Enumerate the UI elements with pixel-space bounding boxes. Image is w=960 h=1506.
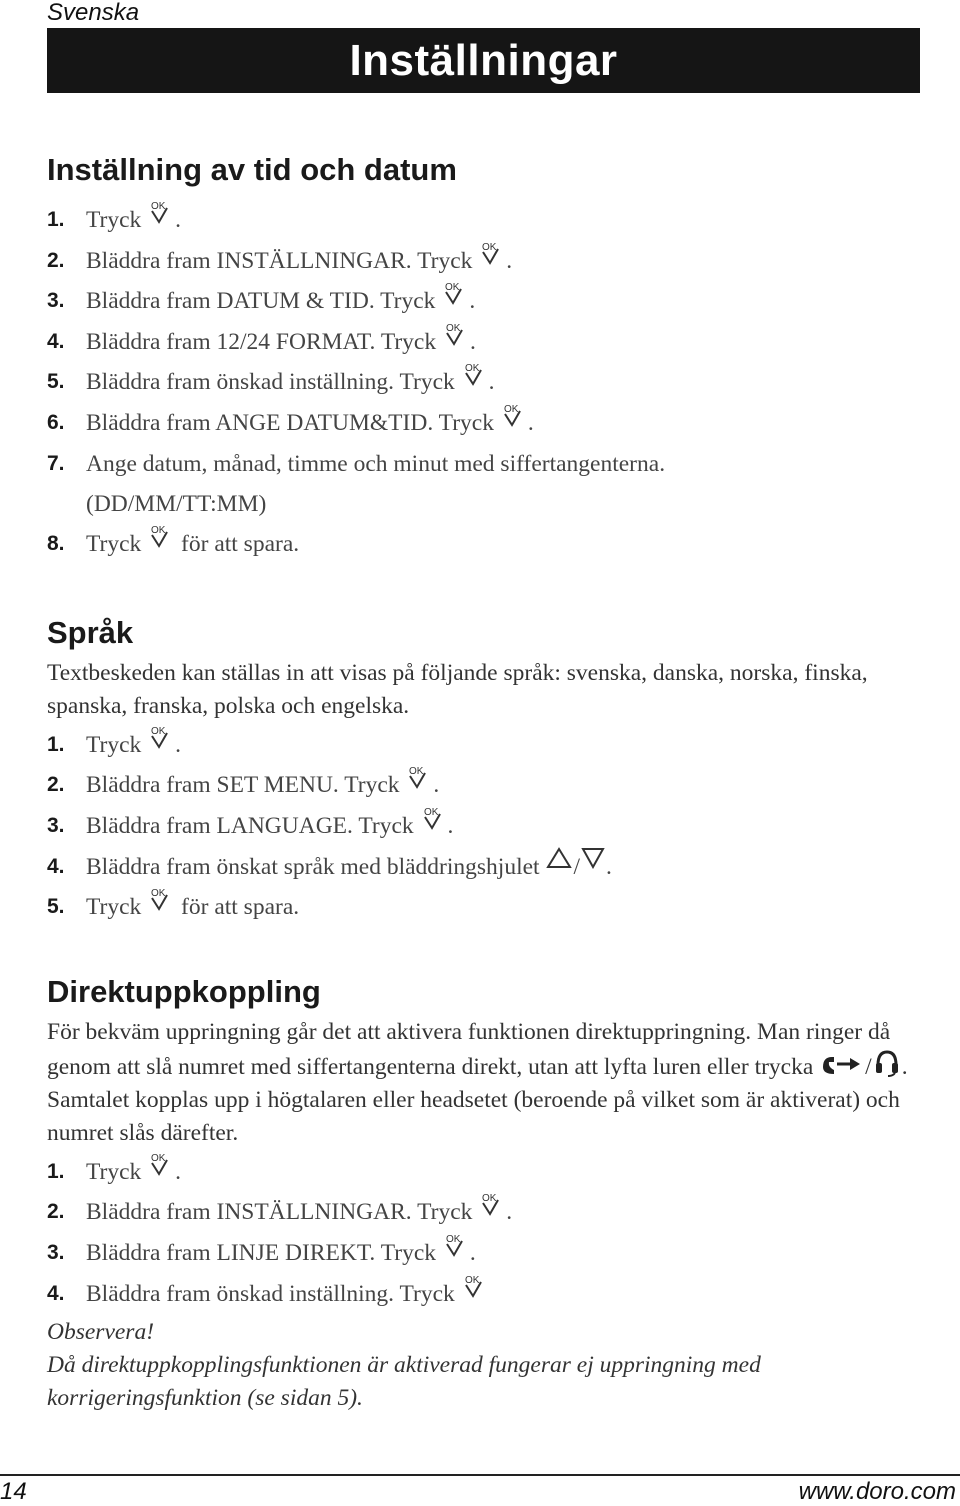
step-number: 4. [47,1281,65,1305]
svg-text:OK: OK [445,1233,461,1245]
step-text-end: . [175,1158,182,1185]
step [47,847,920,888]
step-text: Bläddra fram önskat språk med bläddringshjulet [86,853,546,880]
ok-key-icon-glyph [148,1152,174,1176]
website-url: www.doro.com [798,1478,956,1505]
svg-text:OK: OK [151,888,166,900]
headset-icon-glyph [873,1049,901,1077]
step-text: Tryck [86,1158,148,1185]
speakerphone-icon [820,1051,864,1077]
step [47,887,920,928]
step-text: Tryck [86,731,148,758]
steps-time-date-end [47,524,920,565]
ok-key-icon [479,241,505,282]
section-time-date [47,150,920,565]
step-text: Bläddra fram önskad inställning. Tryck [86,369,461,396]
svg-text:OK: OK [482,1193,497,1205]
step [47,1233,920,1274]
svg-text:OK: OK [445,282,460,294]
svg-text:OK: OK [151,201,166,212]
step-number: 4. [47,854,65,878]
ok-key-icon-glyph [148,725,174,749]
ok-key-icon [148,200,174,241]
section-heading-direct-dial: Direktuppkoppling [47,973,321,1009]
step-number: 2. [47,773,65,797]
intro-text-end: . Samtalet kopplas upp i högtalaren eller headsetet (beroende på vilket som är aktiverat) och numret slås därefter. [47,1053,908,1146]
step-number: 1. [47,732,65,756]
svg-text:OK: OK [503,403,519,415]
step-text: Bläddra fram INSTÄLLNINGAR. Tryck [86,247,479,274]
ok-key-icon-glyph [462,1274,488,1298]
speakerphone-icon-glyph [820,1051,864,1077]
footer-divider [0,1474,960,1476]
step-number: 5. [47,370,65,394]
ok-key-icon-glyph [148,887,174,911]
svg-text:OK: OK [151,725,166,737]
steps-direct-dial [47,1152,920,1314]
step-number: 5. [47,895,65,919]
page-number: 14 [0,1478,27,1505]
step [47,241,920,282]
section-direct-dial [47,972,920,1415]
page-title-bar [47,28,920,93]
ok-key-icon [406,765,432,806]
ok-key-icon [421,806,447,847]
note-text: Då direktuppkopplingsfunktionen är aktiverad fungerar ej uppringning med korrigeringsfunktion (se sidan 5). [47,1352,761,1412]
ok-key-icon [148,1152,174,1193]
scroll-down-icon [581,847,605,888]
step-text: Bläddra fram ANGE DATUM&TID. Tryck [86,409,500,436]
step-text: Bläddra fram LANGUAGE. Tryck [86,812,420,839]
step-number: 2. [47,248,65,272]
ok-key-icon [443,1233,469,1274]
step [47,403,920,444]
svg-text:OK: OK [445,322,461,334]
step [47,444,920,485]
ok-key-icon [462,1274,488,1315]
step [47,362,920,403]
ok-key-icon [148,887,174,928]
step-text-end: . [506,247,513,274]
page-title: Inställningar [349,35,618,85]
step-number: 3. [47,289,65,313]
step-separator: / [573,853,580,880]
step-continuation: (DD/MM/TT:MM) [86,491,267,518]
step-text-end: . [605,853,612,880]
step [47,281,920,322]
step [47,322,920,363]
step-text-end: . [488,369,495,396]
step-number: 7. [47,451,65,475]
step-text-end: . [527,409,534,436]
svg-text:OK: OK [151,525,166,537]
page-content [47,150,920,1415]
svg-text:OK: OK [409,766,424,778]
svg-text:OK: OK [151,1152,166,1164]
step-number: 6. [47,410,65,434]
ok-key-icon-glyph [148,524,174,548]
language-intro: Textbeskeden kan ställas in att visas på följande språk: svenska, danska, norska, finska, spanska, franska, polska och engelska. [47,659,868,719]
step-number: 8. [47,532,65,556]
ok-key-icon-glyph [479,1192,505,1216]
svg-text:OK: OK [482,241,497,253]
note-title: Observera! [47,1319,155,1346]
step-text-end: . [506,1199,513,1226]
ok-key-icon-glyph [462,362,488,386]
intro-separator: / [865,1053,872,1080]
step-text: Bläddra fram LINJE DIREKT. Tryck [86,1239,442,1266]
step-text: Bläddra fram INSTÄLLNINGAR. Tryck [86,1199,479,1226]
step-text-end: . [175,731,182,758]
step [47,725,920,766]
step-number: 4. [47,329,65,353]
step-text: Bläddra fram DATUM & TID. Tryck [86,288,442,315]
step-text: Bläddra fram SET MENU. Tryck [86,772,406,799]
step [47,806,920,847]
svg-text:OK: OK [464,1274,480,1286]
ok-key-icon [442,281,468,322]
ok-key-icon [443,322,469,363]
steps-language [47,725,920,928]
step-number: 2. [47,1200,65,1224]
scroll-up-icon-glyph [546,847,572,869]
headset-icon [873,1049,901,1077]
step-text-end: för att spara. [175,894,300,921]
ok-key-icon-glyph [406,765,432,789]
step-text: Bläddra fram önskad inställning. Tryck [86,1280,461,1307]
language-label: Svenska [47,0,140,26]
intro-text: För bekväm uppringning går det att aktivera funktionen direktuppringning. Man ringer då genom att slå numret med siffertangenterna direkt, utan att lyfta luren eller trycka [47,1018,891,1080]
step-text: Ange datum, månad, timme och minut med siffertangenterna. [86,450,666,477]
svg-text:OK: OK [423,806,438,818]
ok-key-icon [148,524,174,565]
section-heading-language: Språk [47,614,134,650]
direct-dial-intro [47,1016,920,1150]
step [47,1274,920,1315]
svg-text:OK: OK [464,363,480,375]
section-heading-time-date: Inställning av tid och datum [47,152,457,187]
step [47,200,920,241]
ok-key-icon [462,362,488,403]
ok-key-icon-glyph [443,322,469,346]
step-number: 3. [47,1240,65,1264]
scroll-up-icon [546,847,572,888]
ok-key-icon [501,403,527,444]
step [47,1152,920,1193]
step-text-end: . [469,328,476,355]
step-text-end: . [433,772,440,799]
step-number: 1. [47,1159,65,1183]
ok-key-icon [148,725,174,766]
ok-key-icon-glyph [443,1233,469,1257]
section-language [47,613,920,928]
step-text-end: . [469,1239,476,1266]
step-number: 1. [47,208,65,231]
step-text-end: för att spara. [175,531,300,558]
step-text-end: . [175,207,182,233]
step-text: Bläddra fram 12/24 FORMAT. Tryck [86,328,442,355]
ok-key-icon [479,1192,505,1233]
step-text-end: . [447,812,454,839]
ok-key-icon-glyph [501,403,527,427]
step [47,765,920,806]
ok-key-icon-glyph [148,200,174,224]
ok-key-icon-glyph [421,806,447,830]
ok-key-icon-glyph [479,241,505,265]
step-text: Tryck [86,894,148,921]
step-text-end: . [469,288,476,315]
step-text: Tryck [86,531,148,558]
step-text: Tryck [86,207,148,233]
steps-time-date [47,200,920,484]
step [47,524,920,565]
step [47,1192,920,1233]
ok-key-icon-glyph [442,281,468,305]
scroll-down-icon-glyph [581,847,605,869]
step-number: 3. [47,813,65,837]
